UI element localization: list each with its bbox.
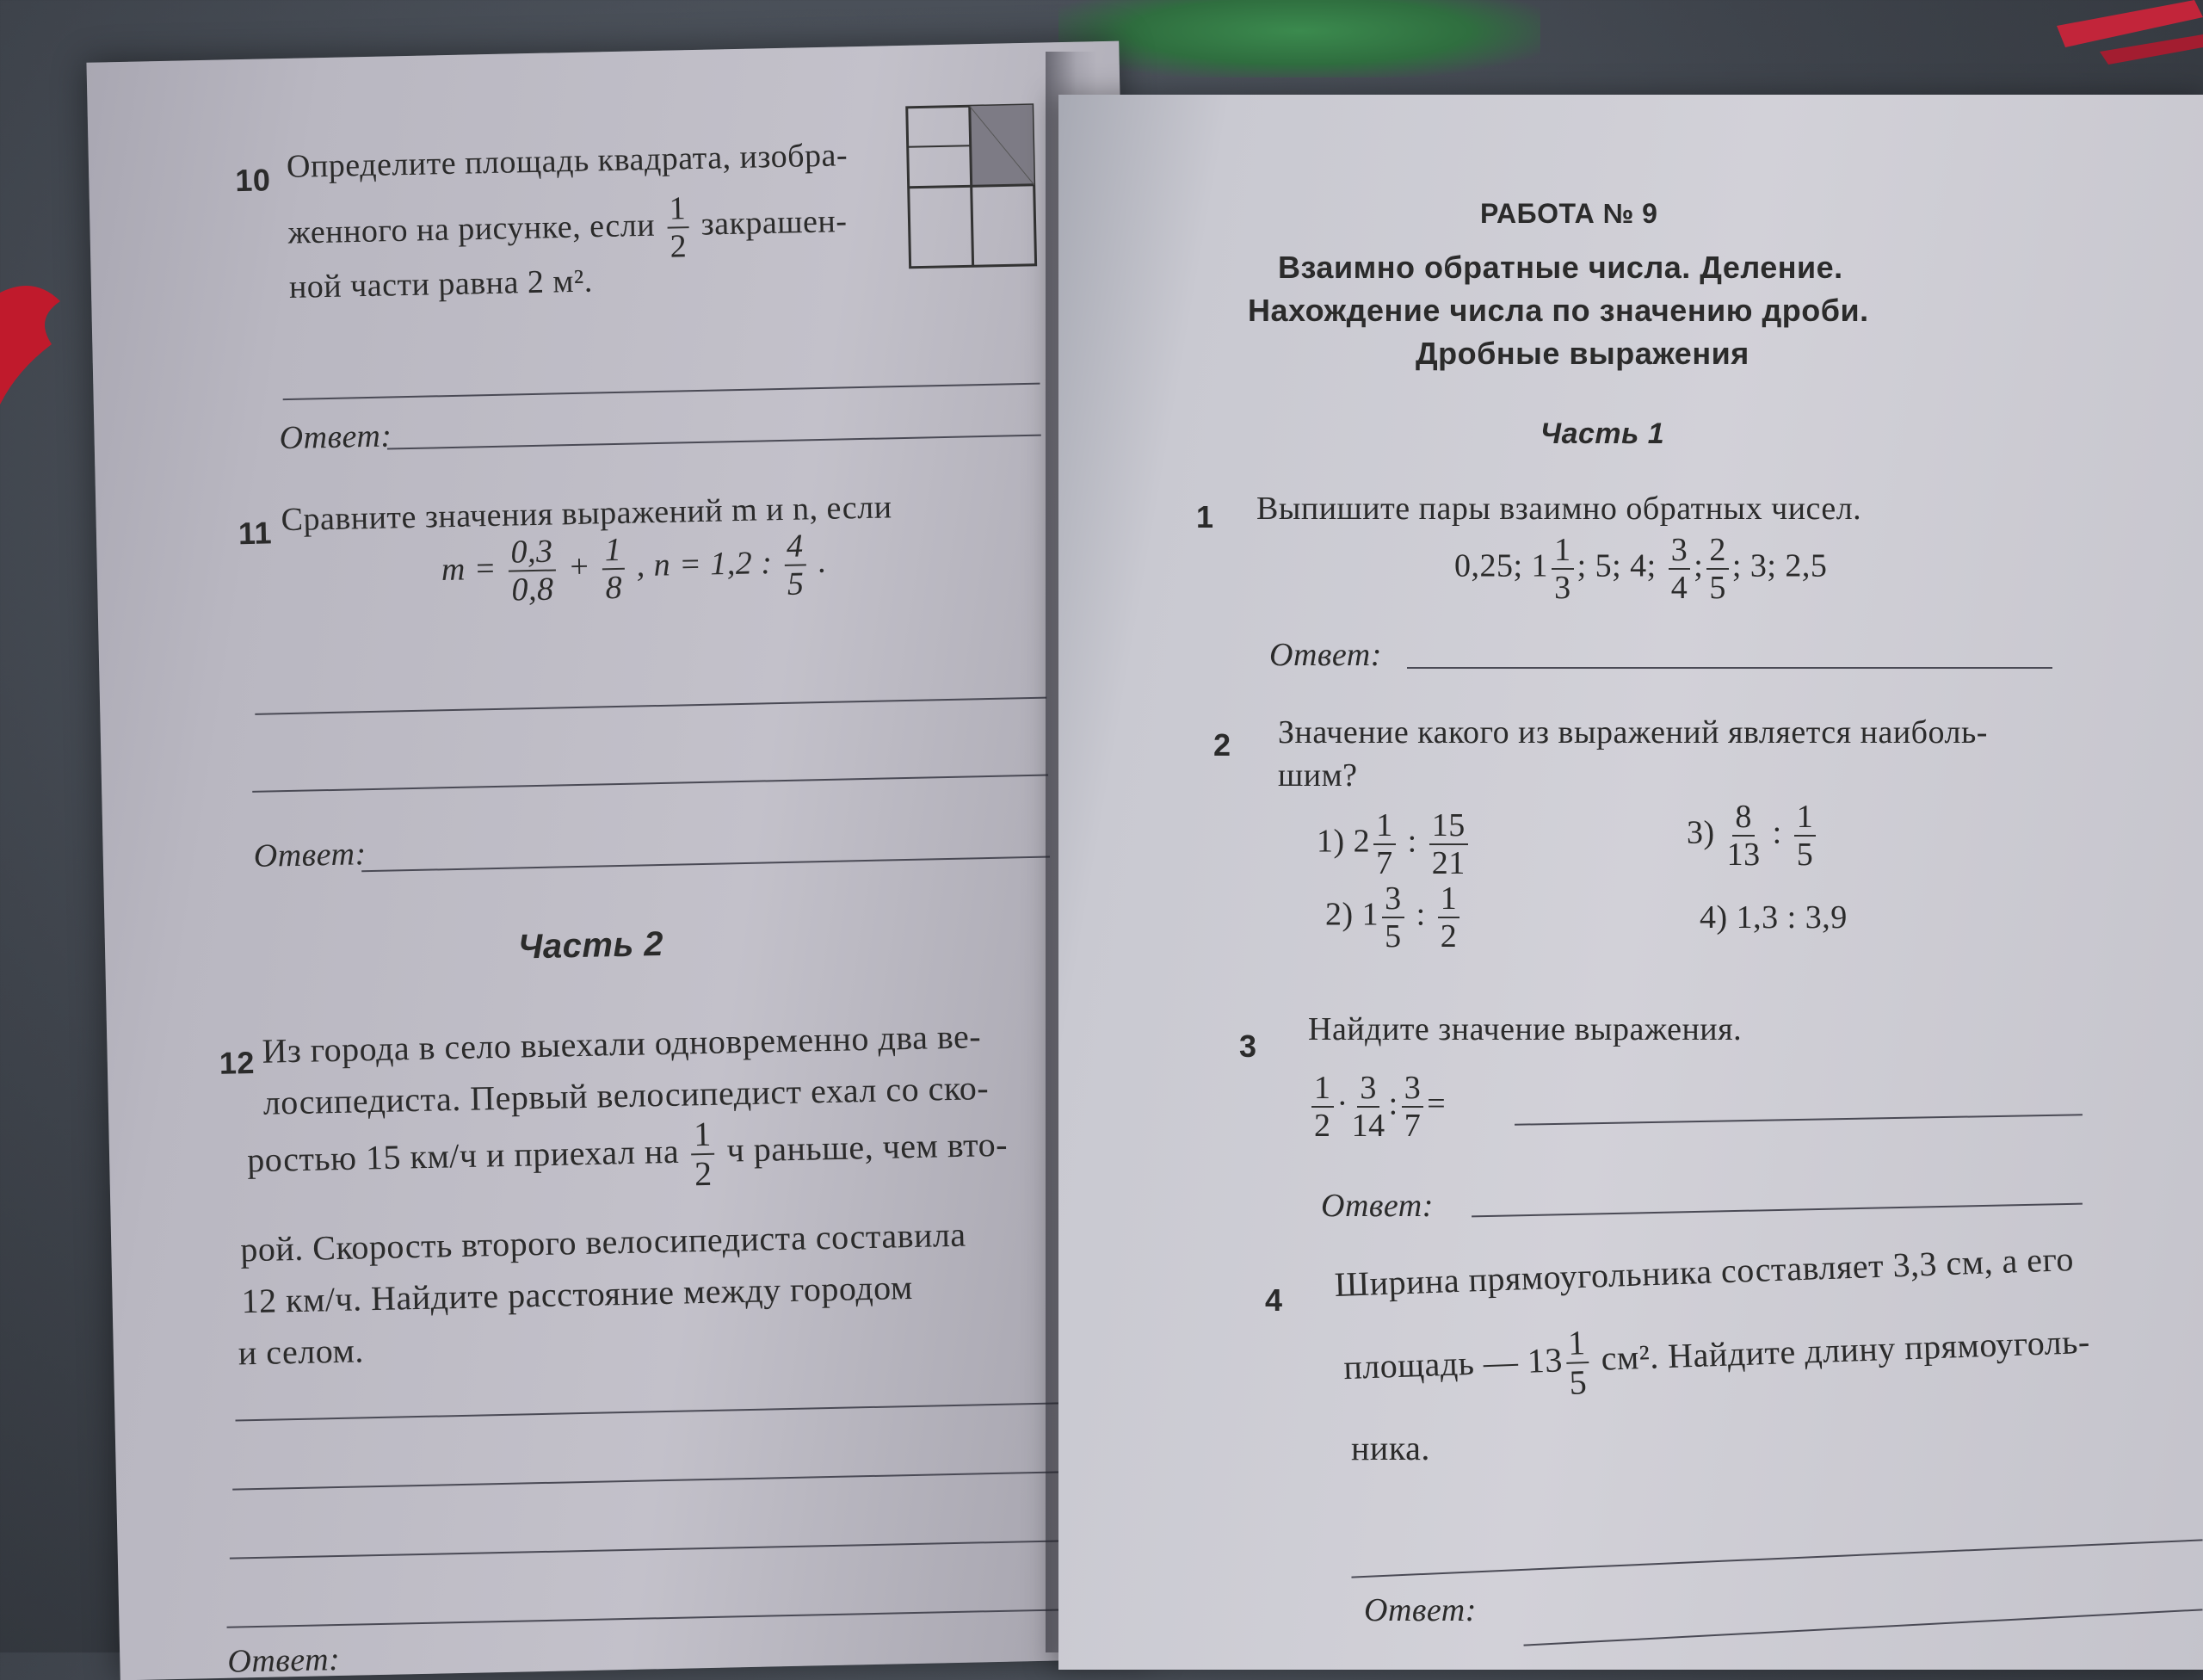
task4-line2b: см². Найдите длину прямоуголь- bbox=[1600, 1321, 2091, 1378]
task3-b-den: 14 bbox=[1351, 1108, 1385, 1144]
task11-m-prefix: m = bbox=[441, 550, 497, 588]
part2-heading: Часть 2 bbox=[517, 924, 664, 967]
option1-frac bbox=[1429, 809, 1468, 880]
task11-f2-den: 8 bbox=[605, 569, 623, 607]
task4-mf-den: 5 bbox=[1568, 1362, 1588, 1402]
task2-number: 2 bbox=[1213, 727, 1231, 763]
task12-frac-den: 2 bbox=[694, 1153, 713, 1194]
task3-expression bbox=[1308, 1072, 1446, 1142]
task12-number: 12 bbox=[219, 1044, 256, 1081]
task12-line2: лосипедиста. Первый велосипедист ехал со ско- bbox=[262, 1068, 990, 1122]
option1-mn: 1 bbox=[1373, 809, 1396, 845]
task3-work-line[interactable] bbox=[1515, 1114, 2083, 1126]
option2-mn: 3 bbox=[1382, 882, 1404, 918]
task1-answer-label: Ответ: bbox=[1269, 637, 1382, 673]
task10-text-line3: ной части равна 2 м². bbox=[288, 262, 594, 306]
option3-prefix: 3) bbox=[1687, 814, 1715, 851]
task2-line2: шим? bbox=[1278, 757, 1358, 794]
task12-answer-label: Ответ: bbox=[226, 1641, 341, 1680]
subtitle-line1: Взаимно обратные числа. Деление. bbox=[1278, 250, 1843, 285]
subtitle-line2: Нахождение числа по значению дроби. bbox=[1248, 293, 1869, 328]
task3-answer-line[interactable] bbox=[1472, 1203, 2083, 1218]
task12-work-line-4[interactable] bbox=[227, 1609, 1066, 1628]
task10-text-line2 bbox=[287, 188, 848, 271]
task1-f2-num: 2 bbox=[1706, 534, 1729, 570]
task3-eq: = bbox=[1427, 1085, 1447, 1122]
task12-line5: 12 км/ч. Найдите расстояние между городом bbox=[241, 1267, 914, 1321]
task3-b-num: 3 bbox=[1357, 1072, 1379, 1108]
task3-a-num: 1 bbox=[1311, 1072, 1334, 1108]
task2-line1: Значение какого из выражений является наиболь- bbox=[1278, 714, 1988, 750]
task12-work-line-2[interactable] bbox=[232, 1471, 1063, 1490]
task12-fraction bbox=[691, 1114, 715, 1194]
task4-line3: ника. bbox=[1351, 1429, 1430, 1467]
task4-mixed-frac bbox=[1564, 1325, 1589, 1400]
task11-f1-num: 0,3 bbox=[508, 534, 556, 571]
option1-num: 15 bbox=[1429, 809, 1468, 845]
task10-answer-label: Ответ: bbox=[279, 417, 392, 457]
option3-a-den: 13 bbox=[1726, 837, 1761, 873]
task3-number: 3 bbox=[1239, 1028, 1257, 1064]
right-page bbox=[1058, 95, 2203, 1670]
task12-line3a: ростью 15 км/ч и приехал на bbox=[246, 1131, 680, 1180]
task11-number: 11 bbox=[238, 515, 273, 552]
square-figure bbox=[905, 103, 1038, 269]
option2-frac bbox=[1438, 882, 1460, 953]
task10-answer-line[interactable] bbox=[387, 435, 1041, 450]
part1-heading: Часть 1 bbox=[1540, 417, 1665, 450]
task1-text: Выпишите пары взаимно обратных чисел. bbox=[1256, 491, 1862, 527]
task11-text-line1: Сравните значения выражений m и n, если bbox=[281, 489, 892, 539]
task3-frac-b bbox=[1352, 1072, 1385, 1142]
task1-f1-den: 4 bbox=[1670, 570, 1688, 606]
task11-f1-den: 0,8 bbox=[511, 571, 554, 608]
task11-work-line-2[interactable] bbox=[252, 775, 1048, 793]
task4-number: 4 bbox=[1265, 1282, 1283, 1318]
task1-f2-den: 5 bbox=[1709, 570, 1726, 606]
task12-line6: и селом. bbox=[238, 1331, 365, 1373]
option2-md: 5 bbox=[1385, 918, 1402, 954]
option1-md: 7 bbox=[1376, 845, 1393, 881]
task2-option3[interactable] bbox=[1687, 800, 1819, 871]
task10-frac-den: 2 bbox=[670, 228, 688, 265]
task11-expression bbox=[441, 529, 828, 608]
task1-sep: ; bbox=[1694, 547, 1704, 584]
task1-frac-2 bbox=[1706, 534, 1729, 604]
option3-num: 1 bbox=[1794, 800, 1817, 837]
subtitle-line3: Дробные выражения bbox=[1416, 336, 1749, 371]
task1-mf-den: 3 bbox=[1554, 570, 1571, 606]
task4-line2a: площадь — 13 bbox=[1342, 1340, 1564, 1387]
task1-frac-1 bbox=[1669, 534, 1691, 604]
task10-fraction bbox=[666, 192, 689, 263]
task10-text-line2b: закрашен- bbox=[700, 203, 848, 243]
task12-line3b: ч раньше, чем вто- bbox=[726, 1124, 1009, 1170]
task11-end: . bbox=[818, 543, 828, 580]
task11-fraction-1 bbox=[508, 534, 557, 606]
task2-option1[interactable] bbox=[1317, 809, 1472, 880]
task11-fraction-3 bbox=[784, 529, 807, 601]
task3-answer-label: Ответ: bbox=[1321, 1188, 1434, 1224]
option3-den: 5 bbox=[1796, 837, 1814, 873]
task4-answer-label: Ответ: bbox=[1364, 1592, 1477, 1628]
task3-c-den: 7 bbox=[1404, 1108, 1422, 1144]
option2-den: 2 bbox=[1440, 918, 1458, 954]
task10-number: 10 bbox=[234, 162, 271, 199]
option2-prefix: 2) 1 bbox=[1325, 896, 1379, 933]
option1-prefix: 1) 2 bbox=[1317, 823, 1371, 860]
task11-answer-label: Ответ: bbox=[253, 836, 367, 874]
work-title: РАБОТА № 9 bbox=[1480, 198, 1658, 229]
red-pen-decoration bbox=[2048, 0, 2203, 77]
task11-f3-den: 5 bbox=[787, 565, 805, 602]
task1-f1-num: 3 bbox=[1669, 534, 1691, 570]
task1-seq-a: 0,25; 1 bbox=[1454, 547, 1549, 584]
option1-mixed bbox=[1373, 809, 1396, 880]
task12-line1: Из города в село выехали одновременно два ве- bbox=[262, 1016, 982, 1071]
option1-op: : bbox=[1407, 823, 1417, 860]
task10-work-line[interactable] bbox=[283, 383, 1040, 400]
red-bookmark-ribbon bbox=[0, 258, 86, 430]
task4-line1: Ширина прямоугольника составляет 3,3 см, а его bbox=[1334, 1239, 2075, 1304]
option3-frac-b bbox=[1794, 800, 1817, 871]
option1-den: 21 bbox=[1431, 845, 1466, 881]
task11-work-line-1[interactable] bbox=[255, 697, 1046, 715]
task3-c-num: 3 bbox=[1402, 1072, 1424, 1108]
task10-text-line1: Определите площадь квадрата, изобра- bbox=[286, 137, 848, 185]
task1-seq-b: ; 5; 4; bbox=[1577, 547, 1657, 584]
task2-option2[interactable] bbox=[1325, 882, 1463, 953]
option2-mixed bbox=[1382, 882, 1404, 953]
task1-numbers bbox=[1454, 534, 1827, 604]
task1-mf-num: 1 bbox=[1552, 534, 1574, 570]
task3-text: Найдите значение выражения. bbox=[1308, 1011, 1743, 1047]
task1-seq-c: ; 3; 2,5 bbox=[1731, 547, 1828, 584]
task11-plus: + bbox=[567, 548, 591, 585]
task11-f2-num: 1 bbox=[602, 534, 624, 571]
option2-op: : bbox=[1416, 896, 1426, 933]
task12-line4: рой. Скорость второго велосипедиста составила bbox=[239, 1214, 966, 1269]
task3-a-den: 2 bbox=[1314, 1108, 1331, 1144]
task1-mixed-frac bbox=[1552, 534, 1574, 604]
task12-work-line-3[interactable] bbox=[230, 1540, 1064, 1559]
option3-op: : bbox=[1772, 814, 1782, 851]
task11-answer-line[interactable] bbox=[361, 856, 1050, 873]
task12-work-line-1[interactable] bbox=[236, 1402, 1062, 1421]
task1-number: 1 bbox=[1196, 499, 1214, 534]
task12-line3 bbox=[246, 1111, 1009, 1201]
task11-fraction-2 bbox=[602, 531, 625, 607]
option2-num: 1 bbox=[1438, 882, 1460, 918]
task4-work-line[interactable] bbox=[1351, 1539, 2202, 1578]
task1-answer-line[interactable] bbox=[1407, 667, 2052, 669]
option3-a-num: 8 bbox=[1732, 800, 1755, 837]
task3-dot: · bbox=[1336, 1085, 1348, 1122]
option3-frac-a bbox=[1727, 800, 1761, 871]
task4-line2 bbox=[1342, 1308, 2091, 1408]
task11-f3-num: 4 bbox=[784, 529, 806, 566]
task3-frac-a bbox=[1311, 1072, 1334, 1142]
task2-option4[interactable]: 4) 1,3 : 3,9 bbox=[1700, 899, 1848, 936]
left-page bbox=[86, 41, 1152, 1680]
green-object-background bbox=[1058, 0, 1540, 77]
task10-frac-num: 1 bbox=[666, 192, 688, 229]
task10-text-line2a: женного на рисунке, если bbox=[287, 207, 656, 251]
task12-frac-num: 1 bbox=[691, 1117, 714, 1156]
task4-mf-num: 1 bbox=[1564, 1325, 1589, 1364]
task3-frac-c bbox=[1402, 1072, 1424, 1142]
task3-colon: : bbox=[1388, 1085, 1398, 1122]
task11-n-part: , n = 1,2 : bbox=[636, 544, 773, 584]
task4-answer-line[interactable] bbox=[1523, 1609, 2202, 1646]
